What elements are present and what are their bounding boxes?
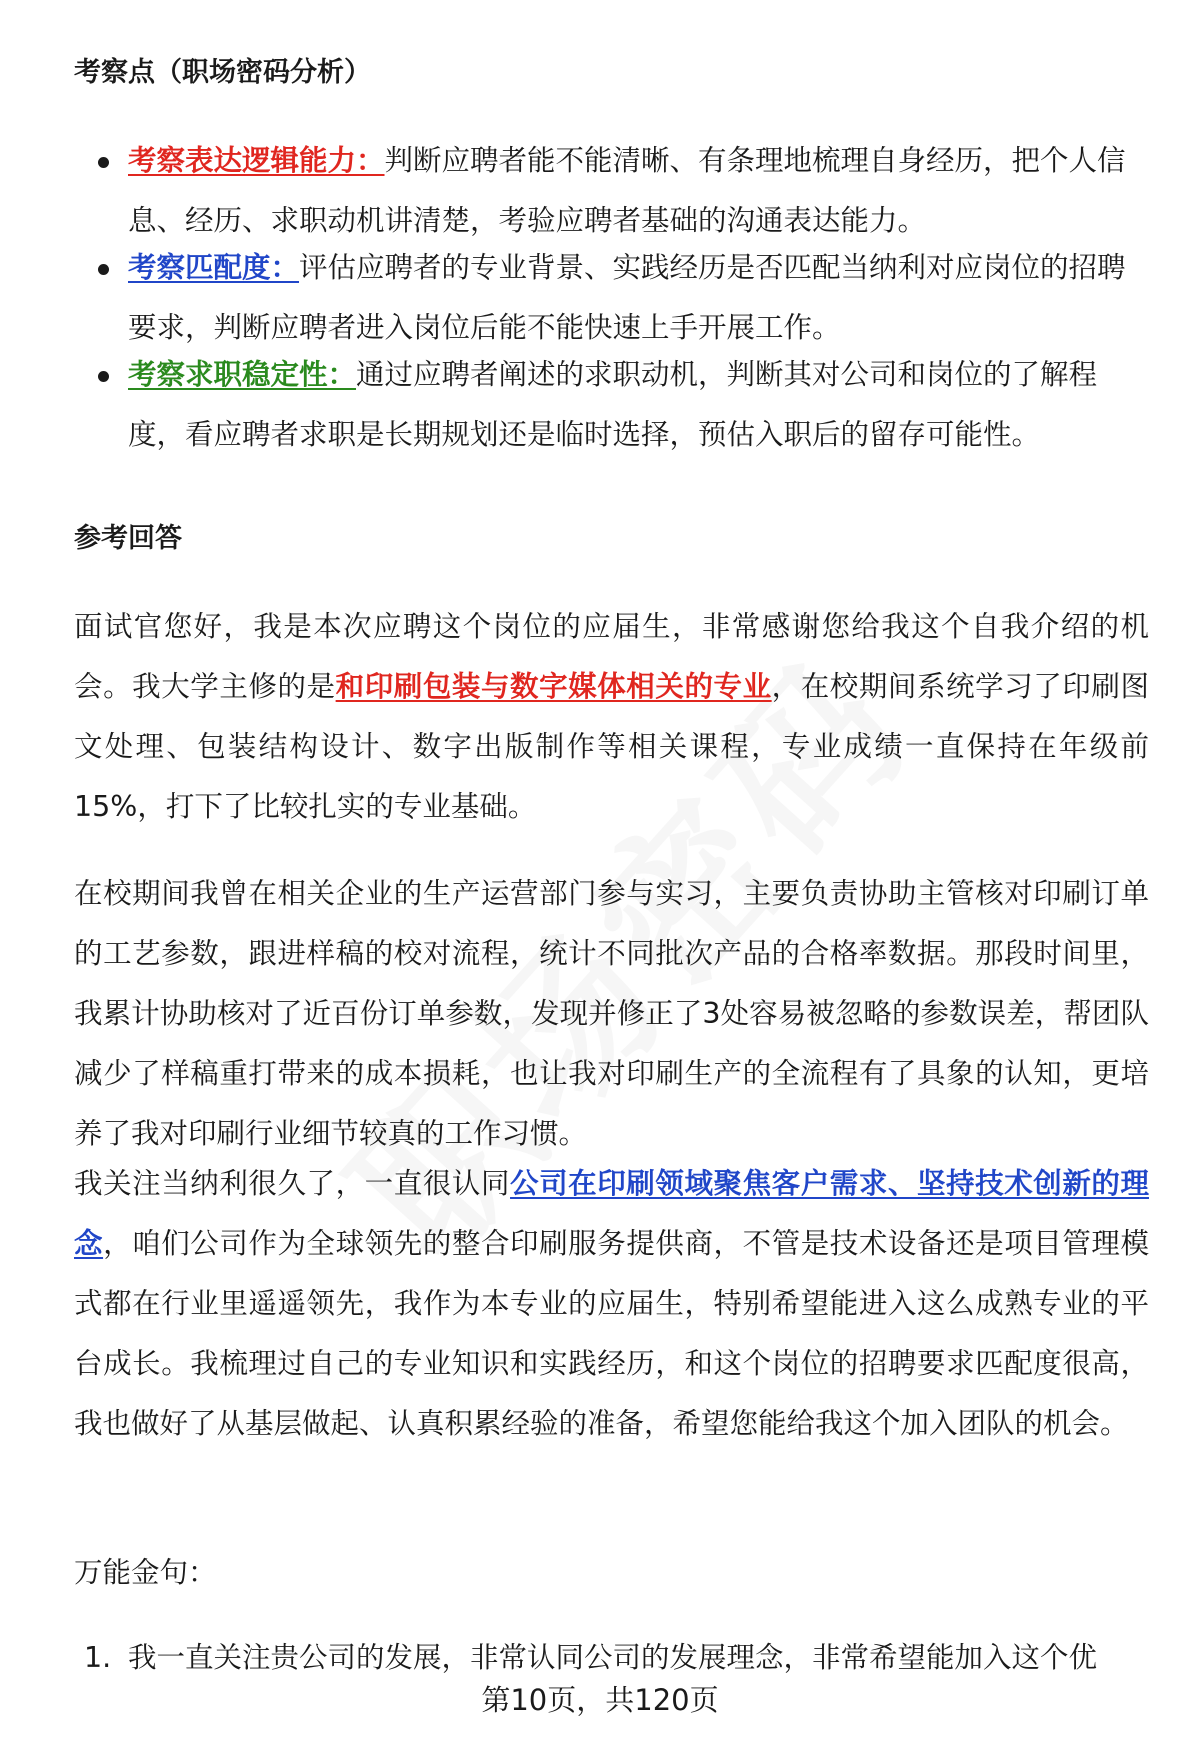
bullet-keyword: 考察表达逻辑能力： <box>128 144 385 177</box>
numbered-list-item <box>84 1638 1164 1678</box>
bullet-text: 评估应聘者的专业背景、实践经历是否匹配当纳利对应岗位的招聘要求，判断应聘者进入岗位后能不能快速上手开展工作。 <box>128 251 1126 344</box>
page-number-footer: 第10页，共120页 <box>481 1683 719 1717</box>
bullet-text: 通过应聘者阐述的求职动机，判断其对公司和岗位的了解程度，看应聘者求职是长期规划还是临时选择，预估入职后的留存可能性。 <box>128 358 1098 451</box>
answer-paragraph-motivation <box>74 1154 1149 1454</box>
paragraph-text: 我关注当纳利很久了，一直很认同 <box>74 1167 511 1200</box>
bullet-dot-icon <box>98 264 109 275</box>
paragraph-text: ，咱们公司作为全球领先的整合印刷服务提供商，不管是技术设备还是项目管理模式都在行业里遥遥领先，我作为本专业的应届生，特别希望能进入这么成熟专业的平台成长。我梳理过自己的专业知识和实践经历，和这个岗位的招聘要求匹配度很高，我也做好了从基层做起、认真积累经验的准备，希望您能给我这个加入团队的机会。 <box>74 1227 1149 1440</box>
highlight-company-philosophy: 公司在印刷领域聚焦客户需求、坚持技术创新的理念 <box>74 1167 1149 1260</box>
paragraph-text: 面试官您好，我是本次应聘这个岗位的应届生，非常感谢您给我这个自我介绍的机会。我大学主修的是 <box>74 610 1149 703</box>
bullet-dot-icon <box>98 371 109 382</box>
bullet-keyword: 考察匹配度： <box>128 251 300 284</box>
bullet-item-stability <box>0 345 1143 452</box>
bullet-item-match <box>0 238 1143 345</box>
list-item-text: 我一直关注贵公司的发展，非常认同公司的发展理念，非常希望能加入这个优 <box>128 1641 1098 1674</box>
paragraph-text: ，在校期间系统学习了印刷图文处理、包装结构设计、数字出版制作等相关课程，专业成绩一直保持在年级前15%，打下了比较扎实的专业基础。 <box>74 670 1149 823</box>
answer-paragraph-intro <box>74 597 1149 837</box>
bullet-item-logic <box>0 131 1143 238</box>
bullet-text: 判断应聘者能不能清晰、有条理地梳理自身经历，把个人信息、经历、求职动机讲清楚，考验应聘者基础的沟通表达能力。 <box>128 144 1126 237</box>
section-heading-answer: 参考回答 <box>74 523 182 554</box>
list-number: 1. <box>84 1641 112 1674</box>
assessment-bullet-list <box>0 131 1200 452</box>
section-heading-assessment: 考察点（职场密码分析） <box>74 57 371 88</box>
section-heading-phrases: 万能金句： <box>74 1556 217 1589</box>
highlight-major: 和印刷包装与数字媒体相关的专业 <box>335 670 772 703</box>
bullet-dot-icon <box>98 157 109 168</box>
bullet-keyword: 考察求职稳定性： <box>128 358 357 391</box>
answer-paragraph-internship: 在校期间我曾在相关企业的生产运营部门参与实习，主要负责协助主管核对印刷订单的工艺参数，跟进样稿的校对流程，统计不同批次产品的合格率数据。那段时间里，我累计协助核对了近百份订单参数，发现并修正了3处容易被忽略的参数误差，帮团队减少了样稿重打带来的成本损耗，也让我对印刷生产的全流程有了具象的认知，更培养了我对印刷行业细节较真的工作习惯。 <box>74 877 1149 1150</box>
